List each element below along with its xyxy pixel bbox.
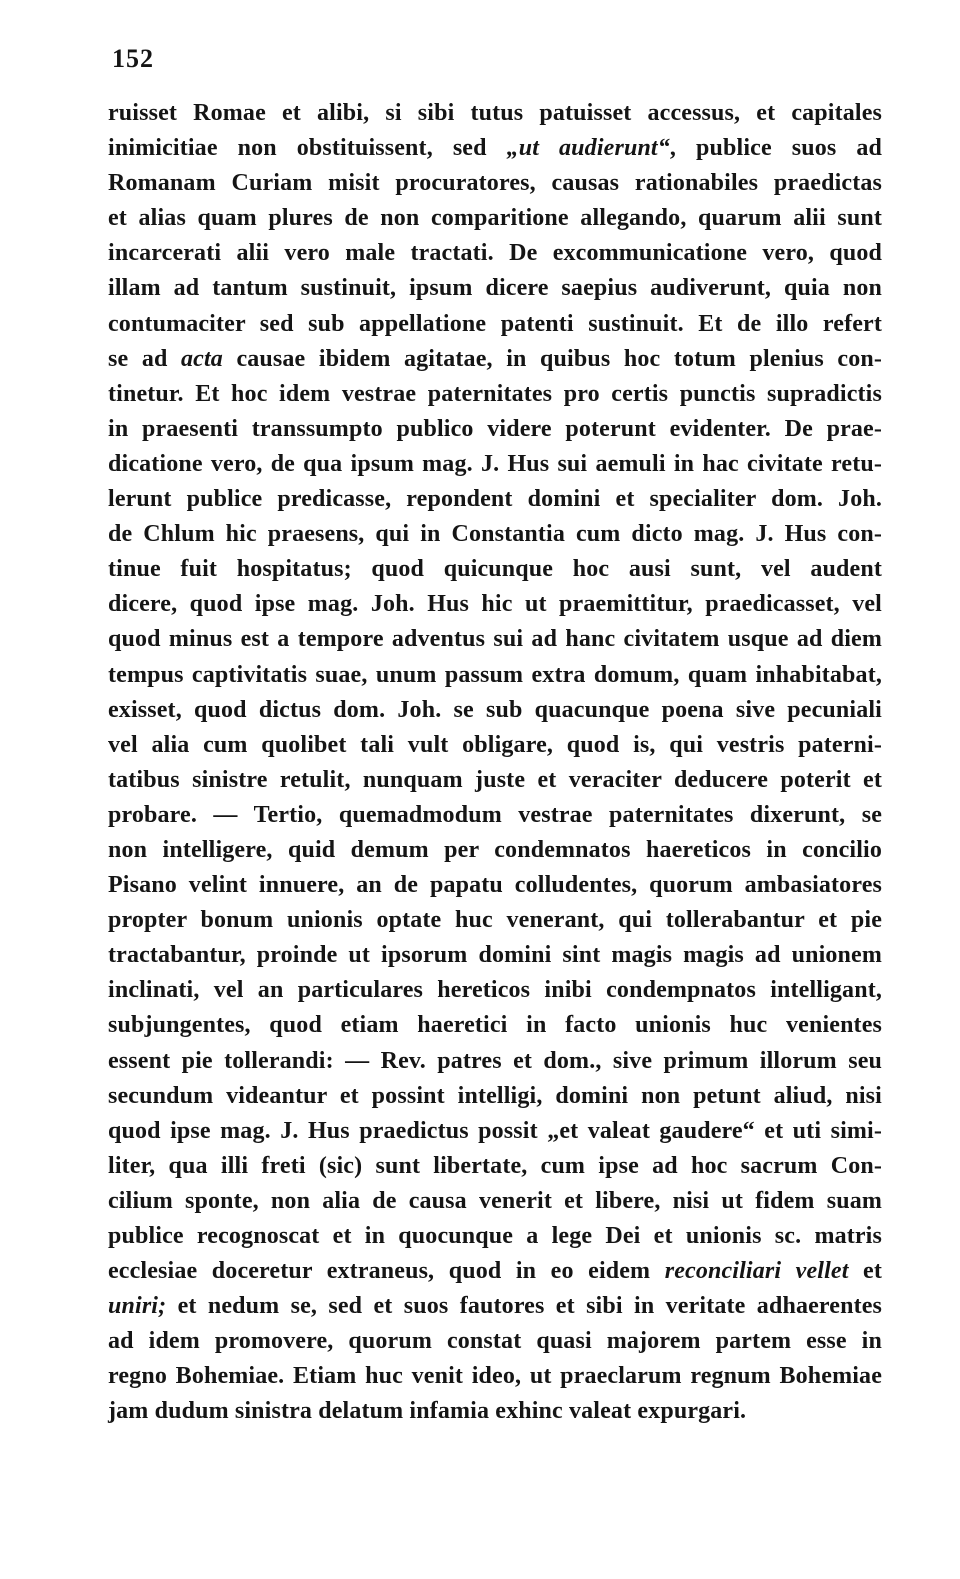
text-line [108, 938, 882, 973]
text-segment: et [848, 1258, 882, 1285]
text-line [108, 763, 882, 798]
text-segment: propter bonum unionis optate huc venerant, qui tollerabantur et pie [108, 907, 882, 934]
text-segment: vel alia cum quolibet tali vult obligare, quod is, qui vestris paterni- [108, 731, 882, 758]
italic-text: „ut audierunt“ [506, 135, 670, 162]
text-segment: ad idem promovere, quorum constat quasi majorem partem esse in [108, 1328, 882, 1355]
text-segment: essent pie tollerandi: — Rev. patres et dom., sive primum illorum seu [108, 1047, 882, 1074]
text-segment: subjungentes, quod etiam haeretici in facto unionis huc venientes [108, 1012, 882, 1039]
text-line [108, 166, 882, 201]
body-text [108, 96, 882, 1430]
text-line [108, 1184, 882, 1219]
text-segment: exisset, quod dictus dom. Joh. se sub quacunque poena sive pecuniali [108, 696, 882, 723]
text-line [108, 1114, 882, 1149]
text-segment: ruisset Romae et alibi, si sibi tutus patuisset accessus, et capitales [108, 100, 882, 126]
text-segment: de Chlum hic praesens, qui in Constantia cum dicto mag. J. Hus con- [108, 521, 882, 548]
text-line [108, 728, 882, 763]
text-segment: illam ad tantum sustinuit, ipsum dicere saepius audiverunt, quia non [108, 275, 882, 302]
text-segment: Romanam Curiam misit procuratores, causas rationabiles praedictas [108, 170, 882, 197]
text-line [108, 447, 882, 482]
text-line [108, 833, 882, 868]
text-line [108, 342, 882, 377]
text-line [108, 1324, 882, 1359]
text-segment: et alias quam plures de non comparitione allegando, quarum alii sunt [108, 205, 882, 232]
text-segment: probare. — Tertio, quemadmodum vestrae paternitates dixerunt, se [108, 801, 882, 828]
text-segment: quod ipse mag. J. Hus praedictus possit „et valeat gaudere“ et uti simi- [108, 1117, 882, 1144]
text-segment: liter, qua illi freti (sic) sunt libertate, cum ipse ad hoc sacrum Con- [108, 1152, 882, 1179]
text-segment: cilium sponte, non alia de causa venerit et libere, nisi ut fidem suam [108, 1187, 882, 1214]
text-line [108, 1359, 882, 1394]
text-line [108, 868, 882, 903]
text-line [108, 271, 882, 306]
text-line [108, 307, 882, 342]
text-segment: tinue fuit hospitatus; quod quicunque hoc ausi sunt, vel audent [108, 556, 882, 583]
italic-text: uniri; [108, 1293, 167, 1320]
text-line [108, 131, 882, 166]
text-segment: dicere, quod ipse mag. Joh. Hus hic ut praemittitur, praedicasset, vel [108, 591, 882, 618]
text-line [108, 903, 882, 938]
text-segment: Pisano velint innuere, an de papatu colludentes, quorum ambasiatores [108, 872, 882, 899]
italic-text: reconciliari vellet [664, 1258, 849, 1285]
text-segment: , publice suos ad [669, 135, 882, 162]
text-segment: tempus captivitatis suae, unum passum extra domum, quam inhabitabat, [108, 661, 882, 688]
text-line [108, 1219, 882, 1254]
text-segment: non intelligere, quid demum per condemnatos haereticos in concilio [108, 836, 882, 863]
text-line [108, 412, 882, 447]
text-segment: lerunt publice predicasse, repondent domini et specialiter dom. Joh. [108, 486, 882, 513]
text-segment: tractabantur, proinde ut ipsorum domini sint magis magis ad unionem [108, 942, 882, 969]
text-segment: secundum videantur et possint intelligi, domini non petunt aliud, nisi [108, 1082, 882, 1109]
text-segment: ecclesiae doceretur extraneus, quod in eo eidem [108, 1258, 665, 1285]
text-line [108, 552, 882, 587]
text-line [108, 1149, 882, 1184]
text-line [108, 96, 882, 131]
text-segment: inclinati, vel an particulares hereticos inibi condempnatos intelligant, [108, 977, 882, 1004]
text-line [108, 622, 882, 657]
text-line [108, 1079, 882, 1114]
text-line [108, 1008, 882, 1043]
page-number: 152 [112, 44, 154, 73]
text-segment: causae ibidem agitatae, in quibus hoc totum plenius con- [222, 345, 883, 372]
text-line [108, 798, 882, 833]
text-segment: jam dudum sinistra delatum infamia exhinc valeat expurgari. [108, 1398, 747, 1425]
text-segment: et nedum se, sed et suos fautores et sibi in veritate adhaerentes [166, 1293, 882, 1320]
text-line [108, 482, 882, 517]
text-segment: dicatione vero, de qua ipsum mag. J. Hus sui aemuli in hac civitate retu- [108, 450, 882, 477]
text-segment: se ad [108, 345, 182, 372]
text-segment: regno Bohemiae. Etiam huc venit ideo, ut praeclarum regnum Bohemiae [108, 1363, 882, 1390]
text-line [108, 1289, 882, 1324]
text-line [108, 693, 882, 728]
text-line [108, 236, 882, 271]
text-line [108, 517, 882, 552]
text-line [108, 201, 882, 236]
text-segment: tinetur. Et hoc idem vestrae paternitates pro certis punctis supradictis [108, 380, 882, 407]
text-line [108, 658, 882, 693]
text-segment: quod minus est a tempore adventus sui ad hanc civitatem usque ad diem [108, 626, 882, 653]
text-segment: tatibus sinistre retulit, nunquam juste et veraciter deducere poterit et [108, 766, 882, 793]
italic-text: acta [181, 345, 223, 372]
text-segment: in praesenti transsumpto publico videre poterunt evidenter. De prae- [108, 415, 882, 442]
text-line [108, 587, 882, 622]
text-segment: incarcerati alii vero male tractati. De excommunicatione vero, quod [108, 240, 882, 267]
text-segment: inimicitiae non obstituissent, sed [108, 135, 507, 162]
text-line [108, 1254, 882, 1289]
text-line [108, 377, 882, 412]
text-line [108, 1044, 882, 1079]
text-line [108, 973, 882, 1008]
text-segment: contumaciter sed sub appellatione patenti sustinuit. Et de illo refert [108, 310, 882, 337]
text-segment: publice recognoscat et in quocunque a lege Dei et unionis sc. matris [108, 1223, 882, 1249]
text-line [108, 1394, 882, 1429]
